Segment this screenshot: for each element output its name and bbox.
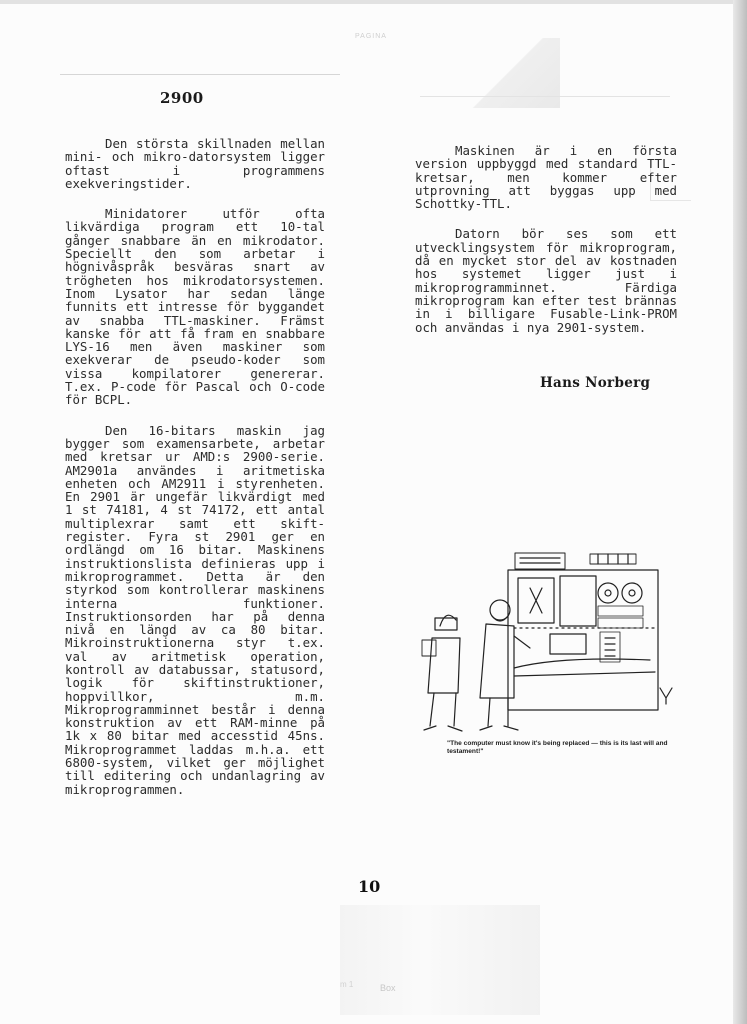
computer-cartoon-illustration xyxy=(410,548,680,738)
article-title: 2900 xyxy=(160,89,204,107)
cartoon-caption: "The computer must know it's being replaced — this is its last will and testament!" xyxy=(447,740,668,755)
paragraph: Datorn bör ses som ett utvecklingsystem för mikroprogram, då en mycket stor del av kostnaden hos systemet ligger just i mikroprogramminnet. Färdiga mikroprogram kan efter test brännas in i billigare Fusable-Link-PROM och användas i nya 2901-system. xyxy=(415,226,677,335)
bleed-through-text: Box xyxy=(380,983,396,993)
right-column xyxy=(415,144,677,351)
bleed-through-bottom xyxy=(340,905,540,1015)
bleed-through-shape xyxy=(470,38,560,108)
faint-page-mark: PAGINA xyxy=(355,33,387,40)
faint-rule xyxy=(420,96,670,97)
scan-edge-top xyxy=(0,0,747,4)
faint-rule xyxy=(60,74,340,75)
paragraph: Den 16-bitars maskin jag bygger som examensarbete, arbetar med kretsar ur AMD:s 2900-serie. AM2901a användes i aritmetiska enheten och AM2911 i styrenheten. En 2901 är ungefär likvärdigt med 1 st 74181, 4 st 74172, ett antal multiplexrar samt ett skift-register. Fyra st 2901 ger en ordlängd om 16 bitar. Maskinens instruktionslista definieras upp i mikroprogrammet. Detta är den styrkod som kontrollerar maskinens interna funktioner. Instruktionsorden har på denna nivå en längd av ca 80 bitar. Mikroinstruktionerna styr t.ex. val av aritmetisk operation, kontroll av databussar, statusord, logik för skiftinstruktioner, hoppvillkor, m.m. Mikroprogramminnet består i denna konstruktion av ett RAM-minne på 1k x 80 bitar med accesstid 45ns. Mikroprogrammet laddas m.h.a. ett 6800-system, vilket ger möjlighet till editering och undanlagring av mikroprogrammen. xyxy=(65,422,325,797)
scan-edge-right xyxy=(733,0,747,1024)
author-signature: Hans Norberg xyxy=(540,375,651,391)
page-number: 10 xyxy=(358,877,381,896)
left-column xyxy=(65,137,325,813)
bleed-through-text: m 1 xyxy=(340,980,354,989)
paragraph: Den största skillnaden mellan mini- och mikro-datorsystem ligger oftast i programmens exekveringstider. xyxy=(65,136,325,191)
paragraph: Minidatorer utför ofta likvärdiga program ett 10-tal gånger snabbare än en mikrodator. Speciellt den som arbetar i högnivåspråk besväras snart av trögheten hos mikrodatorsystemen. Inom Lysator har sedan länge funnits ett intresse för byggandet av snabba TTL-maskiner. Främst kanske för att få fram en snabbare LYS-16 men även maskiner som exekverar de pseudo-koder som vissa kompilatorer genererar. T.ex. P-code för Pascal och O-code för BCPL. xyxy=(65,206,325,408)
paragraph: Maskinen är i en första version uppbyggd med standard TTL-kretsar, men kommer efter utprovning att byggas upp med Schottky-TTL. xyxy=(415,143,677,212)
